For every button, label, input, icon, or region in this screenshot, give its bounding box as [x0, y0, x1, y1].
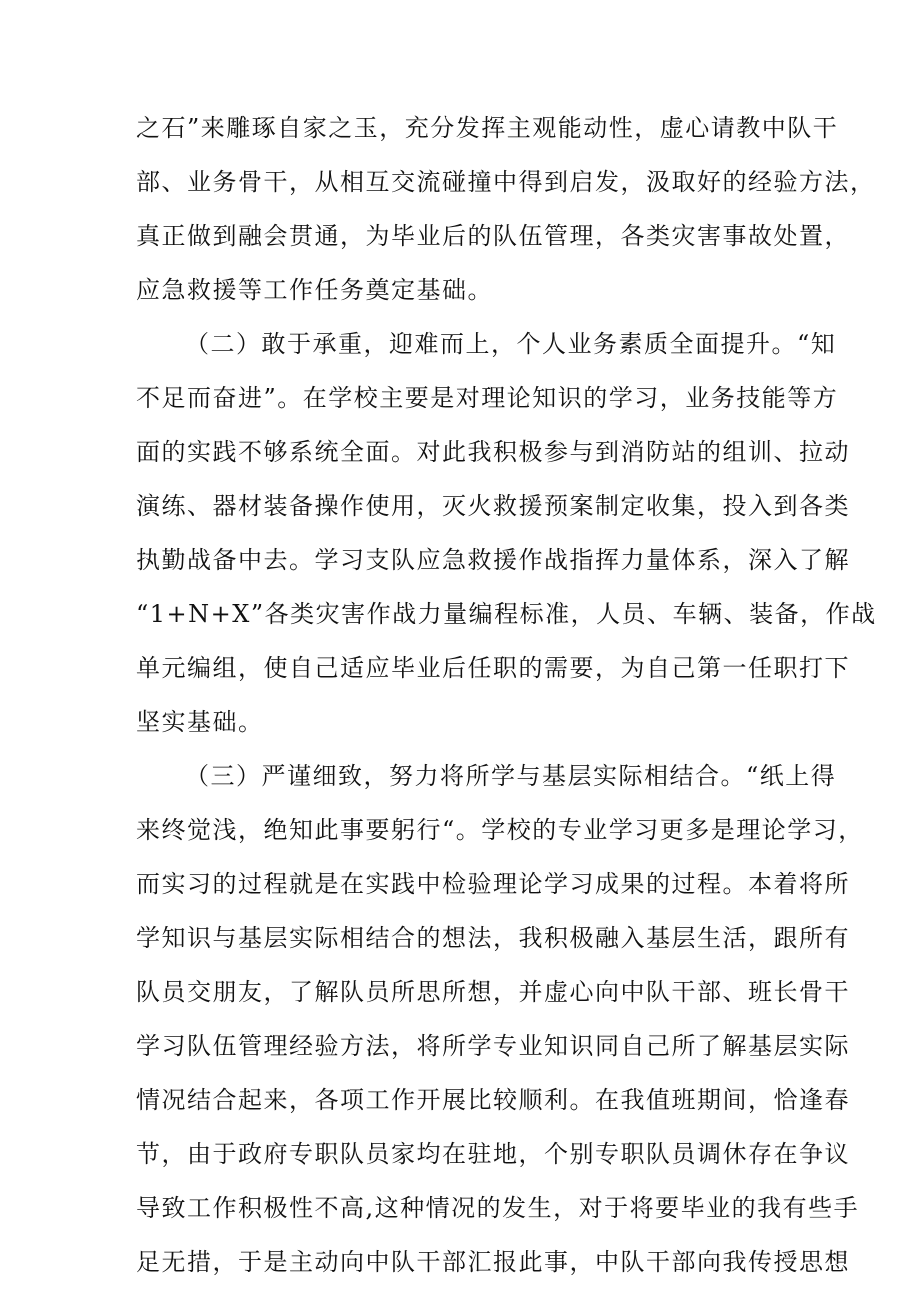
paragraph-line: 应急救援等工作任务奠定基础。 [136, 276, 493, 304]
paragraph-line: 部、业务骨干，从相互交流碰撞中得到启发，汲取好的经验方法， [136, 168, 876, 196]
paragraph-line: 真正做到融会贯通，为毕业后的队伍管理，各类灾害事故处置， [136, 222, 850, 250]
section-heading-line: （二）敢于承重，迎难而上，个人业务素质全面提升。“知 [185, 330, 837, 358]
paragraph-line: 单元编组，使自己适应毕业后任职的需要，为自己第一任职打下 [136, 654, 850, 682]
paragraph-line: 足无措，于是主动向中队干部汇报此事，中队干部向我传授思想 [136, 1248, 850, 1276]
paragraph-line: 学知识与基层实际相结合的想法，我积极融入基层生活，跟所有 [136, 924, 850, 952]
section-heading-line: （三）严谨细致，努力将所学与基层实际相结合。“纸上得 [185, 762, 837, 790]
paragraph-line: 不足而奋进”。在学校主要是对理论知识的学习，业务技能等方 [136, 384, 839, 412]
paragraph-line: 演练、器材装备操作使用，灭火救援预案制定收集，投入到各类 [136, 492, 850, 520]
paragraph-line: 面的实践不够系统全面。对此我积极参与到消防站的组训、拉动 [136, 438, 850, 466]
paragraph-line: 学习队伍管理经验方法，将所学专业知识同自己所了解基层实际 [136, 1032, 850, 1060]
paragraph-line: 之石”来雕琢自家之玉，充分发挥主观能动性，虚心请教中队干 [136, 114, 839, 142]
paragraph-line: 节，由于政府专职队员家均在驻地，个别专职队员调休存在争议 [136, 1140, 850, 1168]
paragraph-line: 导致工作积极性不高,这种情况的发生，对于将要毕业的我有些手 [136, 1194, 860, 1222]
paragraph-line: 情况结合起来，各项工作开展比较顺利。在我值班期间，恰逢春 [136, 1086, 850, 1114]
paragraph-line: 坚实基础。 [136, 708, 264, 736]
paragraph-line: 执勤战备中去。学习支队应急救援作战指挥力量体系，深入了解 [136, 546, 850, 574]
paragraph-line: 而实习的过程就是在实践中检验理论学习成果的过程。本着将所 [136, 870, 850, 898]
paragraph-line: 队员交朋友，了解队员所思所想，并虚心向中队干部、班长骨干 [136, 978, 850, 1006]
paragraph-line: “1+N+X”各类灾害作战力量编程标准，人员、车辆、装备，作战 [136, 600, 877, 628]
paragraph-line: 来终觉浅，绝知此事要躬行“。学校的专业学习更多是理论学习， [136, 816, 864, 844]
